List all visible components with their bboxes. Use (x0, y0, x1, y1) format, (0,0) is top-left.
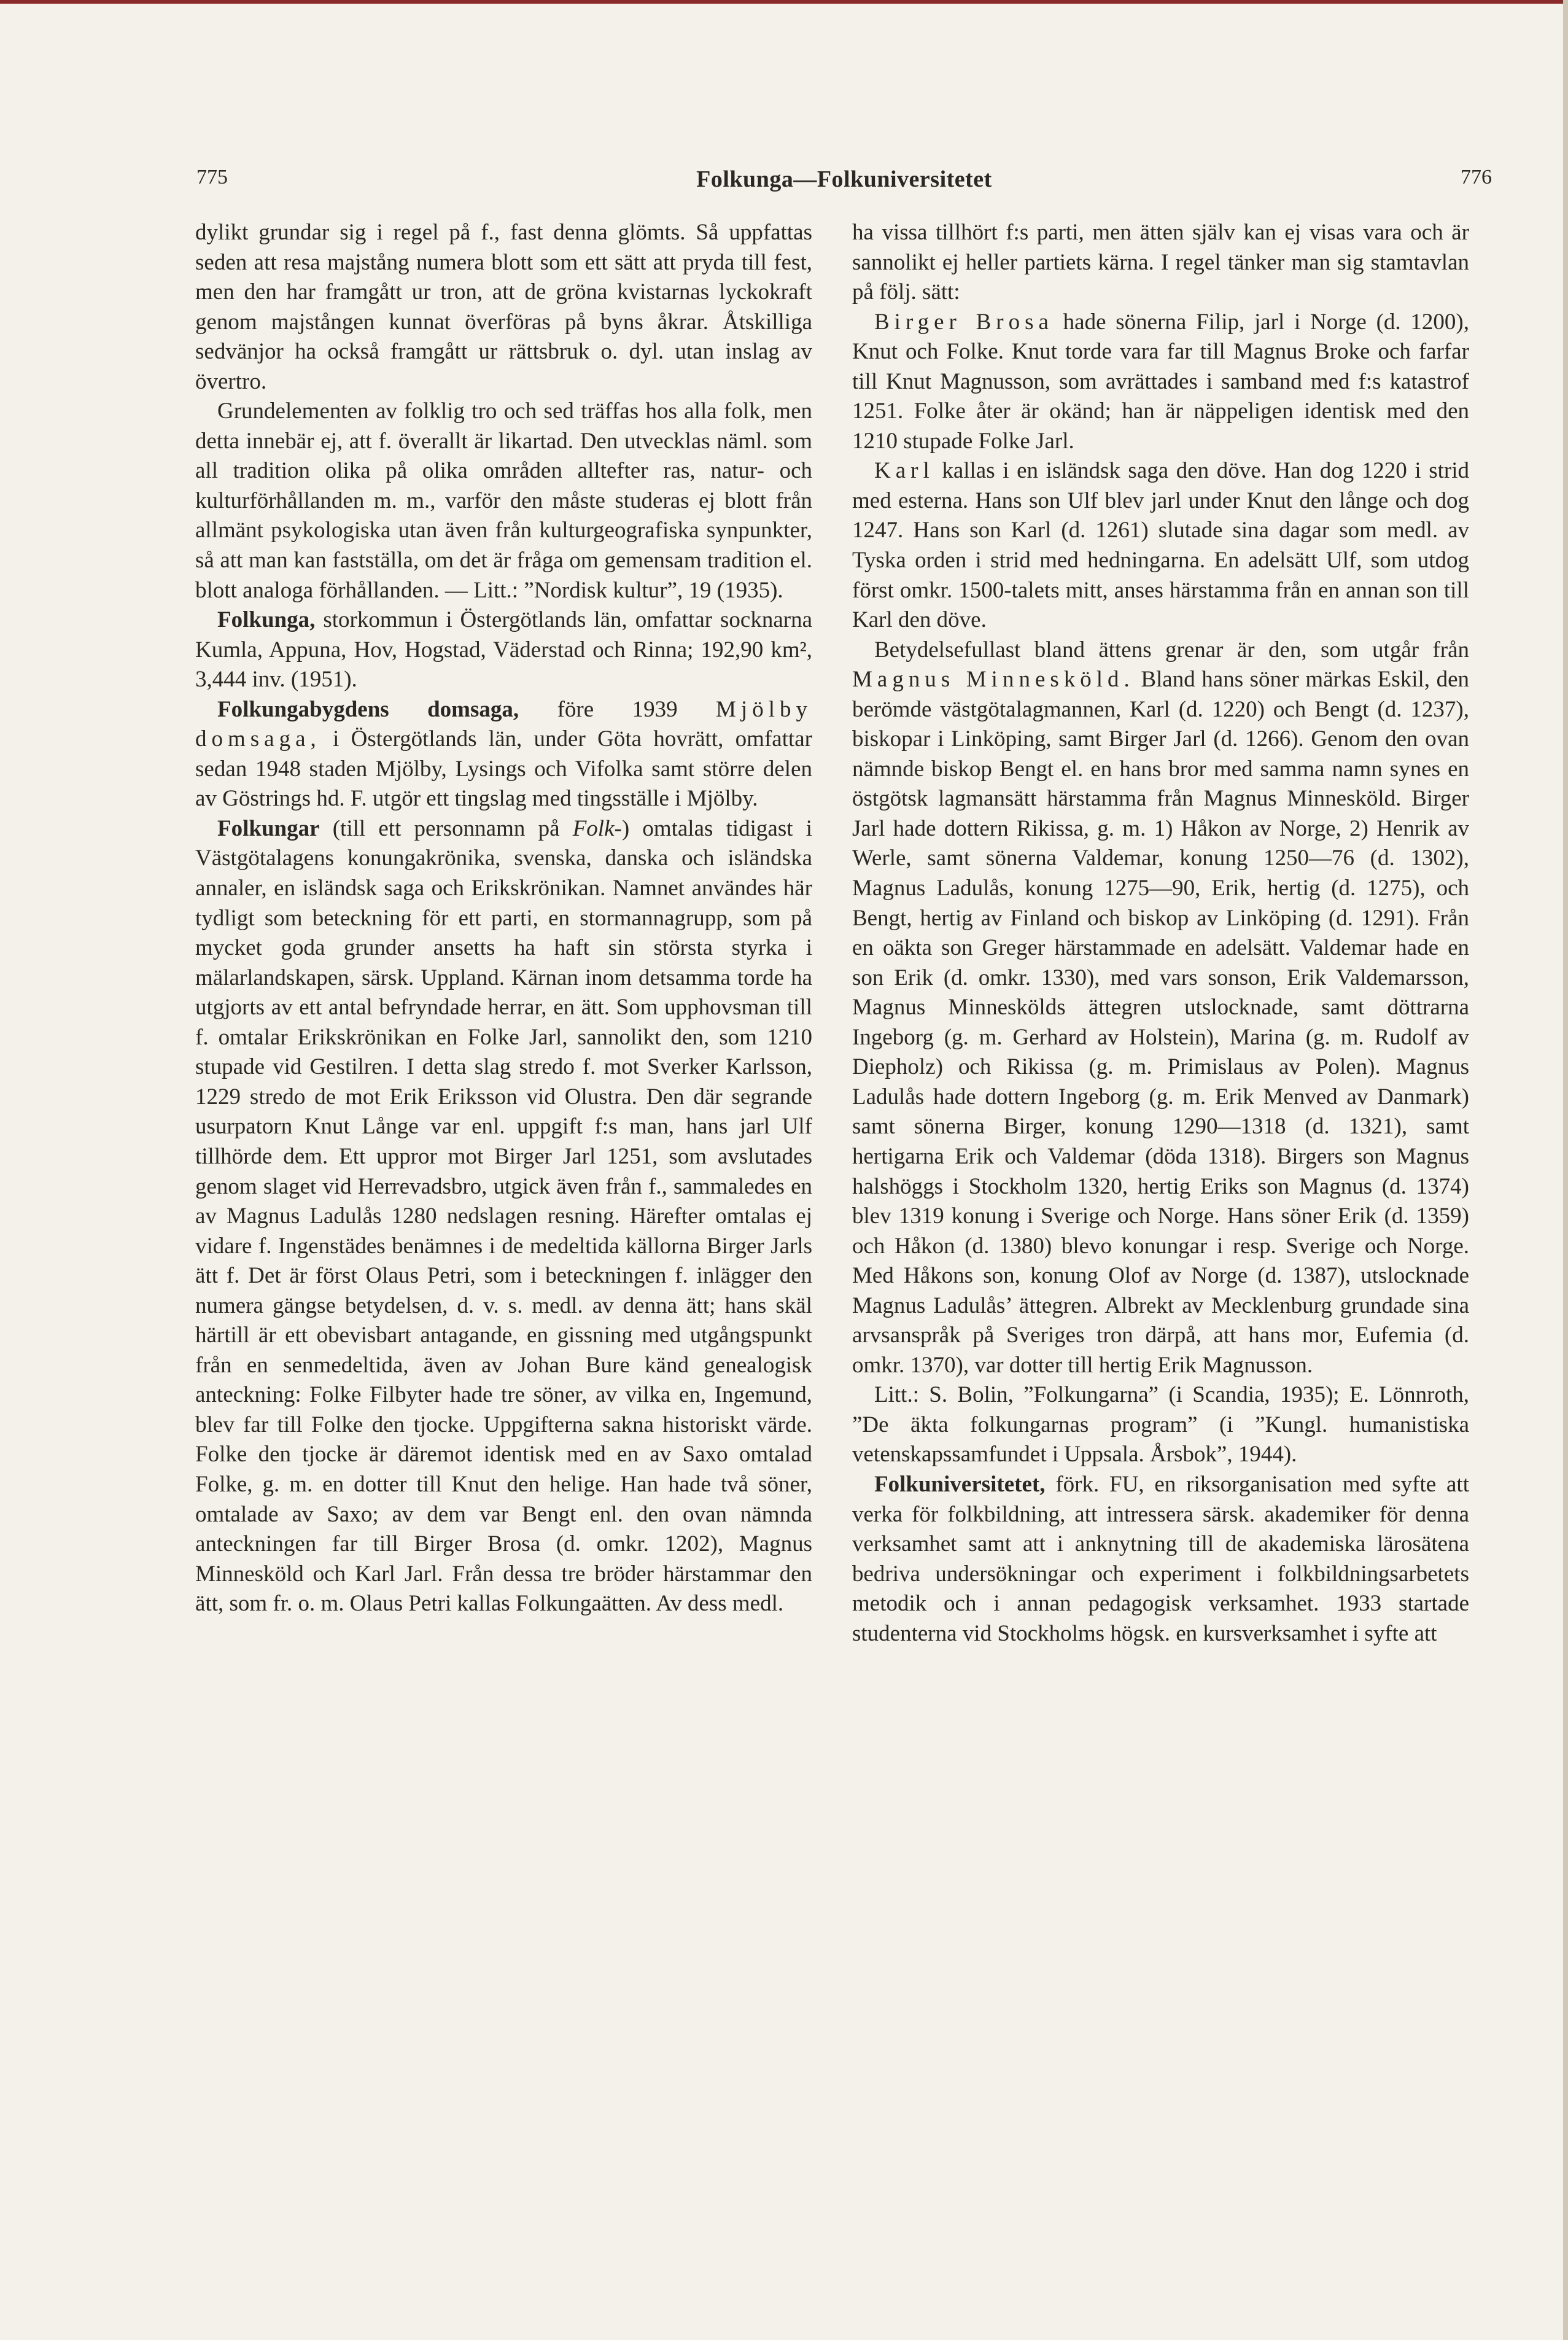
right-column (852, 218, 1469, 1649)
spaced-text: Karl (874, 458, 934, 484)
entry-folkungabygdens-domsaga (195, 695, 812, 814)
entry-text: storkommun i Östergötlands län, omfattar socknarna Kumla, Appuna, Hov, Hogstad, Väderstad och Rinna; 192,90 km², 3,444 inv. (1951). (195, 607, 812, 693)
entry-text: i Östergötlands län, under Göta hovrätt, omfattar sedan 1948 staden Mjölby, Lysings och Vifolka samt större delen av Göstrings hd. F. utgör ett tingslag med tingsställe i Mjölby. (195, 726, 812, 812)
entry-folkuniversitetet (852, 1470, 1469, 1649)
entry-text: före 1939 (519, 696, 716, 722)
paragraph (852, 456, 1469, 635)
paragraph-text: hade sönerna Filip, jarl i Norge (d. 1200), Knut och Folke. Knut torde vara far till Magnus Broke och farfar till Knut Magnusson, som avrättades i samband med f:s katastrof 1251. Folke åter är okänd; han är näppeligen identisk med den 1210 stupade Folke Jarl. (852, 309, 1469, 454)
entry-folkunga (195, 605, 812, 695)
entry-headword: Folkungabygdens domsaga, (217, 696, 519, 722)
running-title: Folkunga—Folkuniversitetet (696, 166, 992, 192)
paragraph (852, 636, 1469, 1381)
entry-headword: Folkunga, (217, 607, 316, 633)
italic-text: Folk- (572, 815, 622, 841)
paragraph: Grundelementen av folklig tro och sed träffas hos alla folk, men detta innebär ej, att f. överallt är likartad. Den utvecklas näml. som all tradition olika på olika områden alltefter ras, natur- och kulturförhållanden m. m., varför den måste studeras ej blott från allmänt psykologiska utan även från kulturgeografiska synpunkter, så att man kan fastställa, om det är fråga om gemensam tradition el. blott analoga förhållanden. — Litt.: ”Nordisk kultur”, 19 (1935). (195, 398, 812, 603)
paragraph (852, 308, 1469, 457)
spaced-text: Magnus Minnesköld. (852, 667, 1135, 693)
paragraph: dylikt grundar sig i regel på f., fast denna glömts. Så uppfattas seden att resa majstång numera blott som ett sätt att pryda till fest, men den har framgått ur tron, att de gröna kvistarnas lyckokraft genom majstången kunnat överföras på byns åkrar. Åtskilliga sedvänjor ha också framgått ur rättsbruk o. dyl. utan inslag av övertro. (195, 220, 812, 394)
entry-headword: Folkungar (217, 815, 320, 841)
page-top-edge (0, 0, 1568, 4)
entry-text: ) omtalas tidigast i Västgötalagens konungakrönika, svenska, danska och isländska annaler, en isländsk saga och Erikskrönikan. Namnet användes här tydligt som beteckning för ett parti, en stormannagrupp, som på mycket goda grunder ansetts ha haft sin största styrka i mälarlandskapen, särsk. Uppland. Kärnan inom detsamma torde ha utgjorts av ett antal befryndade herrar, en ätt. Som upphovsman till f. omtalar Erikskrönikan en Folke Jarl, sannolikt den, som 1210 stupade vid Gestilren. I detta slag stredo f. mot Sverker Karlsson, 1229 stredo de mot Erik Eriksson vid Olustra. Den där segrande usurpatorn Knut Långe var enl. uppgift f:s man, hans jarl Ulf tillhörde dem. Ett uppror mot Birger Jarl 1251, som avslutades genom slaget vid Herrevadsbro, utgick även från f., sammaledes en av Magnus Ladulås 1280 nedslagen resning. Härefter omtalas ej vidare f. Ingenstädes benämnes i de medeltida källorna Birger Jarls ätt f. Det är först Olaus Petri, som i beteckningen f. inlägger den numera gängse betydelsen, d. v. s. medl. av denna ätt; hans skäl härtill är ett obevisbart antagande, en gissning med utgångspunkt från en senmedeltida, även av Johan Bure känd genealogisk anteckning: Folke Filbyter hade tre söner, av vilka en, Ingemund, blev far till Folke den tjocke. Uppgifterna sakna historiskt värde. Folke den tjocke är däremot identisk med en av Saxo omtalad Folke, g. m. en dotter till Knut den helige. Han hade två söner, omtalade av Saxo; av dem var Bengt enl. den ovan nämnda anteckningen far till Birger Brosa (d. omkr. 1202), Magnus Minnesköld och Karl Jarl. Från dessa tre bröder härstammar den ätt, som fr. o. m. Olaus Petri kallas Folkungaätten. Av dess medl. (195, 815, 812, 1617)
page-right-edge (1563, 0, 1568, 2340)
spaced-text: Birger Brosa (874, 309, 1054, 335)
left-column (195, 218, 812, 1619)
entry-headword: Folkuniversitetet, (874, 1471, 1046, 1497)
paragraph-text: kallas i en isländsk saga den döve. Han dog 1220 i strid med esterna. Hans son Ulf blev jarl under Knut den långe och dog 1247. Hans son Karl (d. 1261) slutade sina dagar som medl. av Tyska orden i strid med hedningarna. En adelsätt Ulf, som utdog först omkr. 1500-talets mitt, anses härstamma från en annan son till Karl den döve. (852, 458, 1469, 633)
entry-text: förk. FU, en riksorganisation med syfte att verka för folkbildning, att intressera särsk. akademiker för denna verksamhet samt att i anknytning till de akademiska lärosätena bedriva undersökningar och experiment i folkbildningsarbetets metodik och i annan pedagogisk verksamhet. 1933 startade studenterna vid Stockholms högsk. en kursverksamhet i syfte att (852, 1471, 1469, 1646)
running-header (196, 166, 1492, 203)
paragraph: ha vissa tillhört f:s parti, men ätten själv kan ej visas vara och är sannolikt ej heller partiets kärna. I regel tänker man sig stamtavlan på följ. sätt: (852, 220, 1469, 305)
entry-folkungar (195, 814, 812, 1619)
paragraph-text: Betydelsefullast bland ättens grenar är den, som utgår från (874, 637, 1469, 663)
spaced-text: Mjölby domsaga, (195, 696, 812, 752)
entry-text: (till ett personnamn på (319, 815, 573, 841)
literature-reference: Litt.: S. Bolin, ”Folkungarna” (i Scandia, 1935); E. Lönnroth, ”De äkta folkungarnas program” (i ”Kungl. humanistiska vetenskapssamfundet i Uppsala. Årsbok”, 1944). (852, 1382, 1469, 1467)
page-number-right: 776 (1461, 166, 1492, 189)
paragraph-text: Bland hans söner märkas Eskil, den berömde västgötalagmannen, Karl (d. 1220) och Bengt (d. 1237), biskopar i Linköping, samt Birger Jarl (d. 1266). Genom den ovan nämnde biskop Bengt el. en hans bror med samma namn synes en östgötsk lagmansätt härstamma från Magnus Minnesköld. Birger Jarl hade dottern Rikissa, g. m. 1) Håkon av Norge, 2) Henrik av Werle, samt sönerna Valdemar, konung 1250—76 (d. 1302), Magnus Ladulås, konung 1275—90, Erik, hertig (d. 1275), och Bengt, hertig av Finland och biskop av Linköping (d. 1291). Från en oäkta son Greger härstammade en adelsätt. Valdemar hade en son Erik (d. omkr. 1330), med vars sonson, Erik Valdemarsson, Magnus Minneskölds ättegren utslocknade, samt döttrarna Ingeborg (g. m. Gerhard av Holstein), Marina (g. m. Rudolf av Diepholz) och Rikissa (g. m. Primislaus av Polen). Magnus Ladulås hade dottern Ingeborg (g. m. Erik Menved av Danmark) samt sönerna Birger, konung 1290—1318 (d. 1321), samt hertigarna Erik och Valdemar (döda 1318). Birgers son Magnus halshöggs i Stockholm 1320, hertig Eriks son Magnus (d. 1374) blev 1319 konung i Sverige och Norge. Hans söner Erik (d. 1359) och Håkon (d. 1380) blevo konungar i resp. Sverige och Norge. Med Håkons son, konung Olof av Norge (d. 1387), utslocknade Magnus Ladulås’ ättegren. Albrekt av Mecklenburg grundade sina arvsanspråk på Sveriges tron därpå, att hans mor, Eufemia (d. omkr. 1370), var dotter till hertig Erik Magnusson. (852, 667, 1469, 1378)
page-number-left: 775 (196, 166, 228, 189)
